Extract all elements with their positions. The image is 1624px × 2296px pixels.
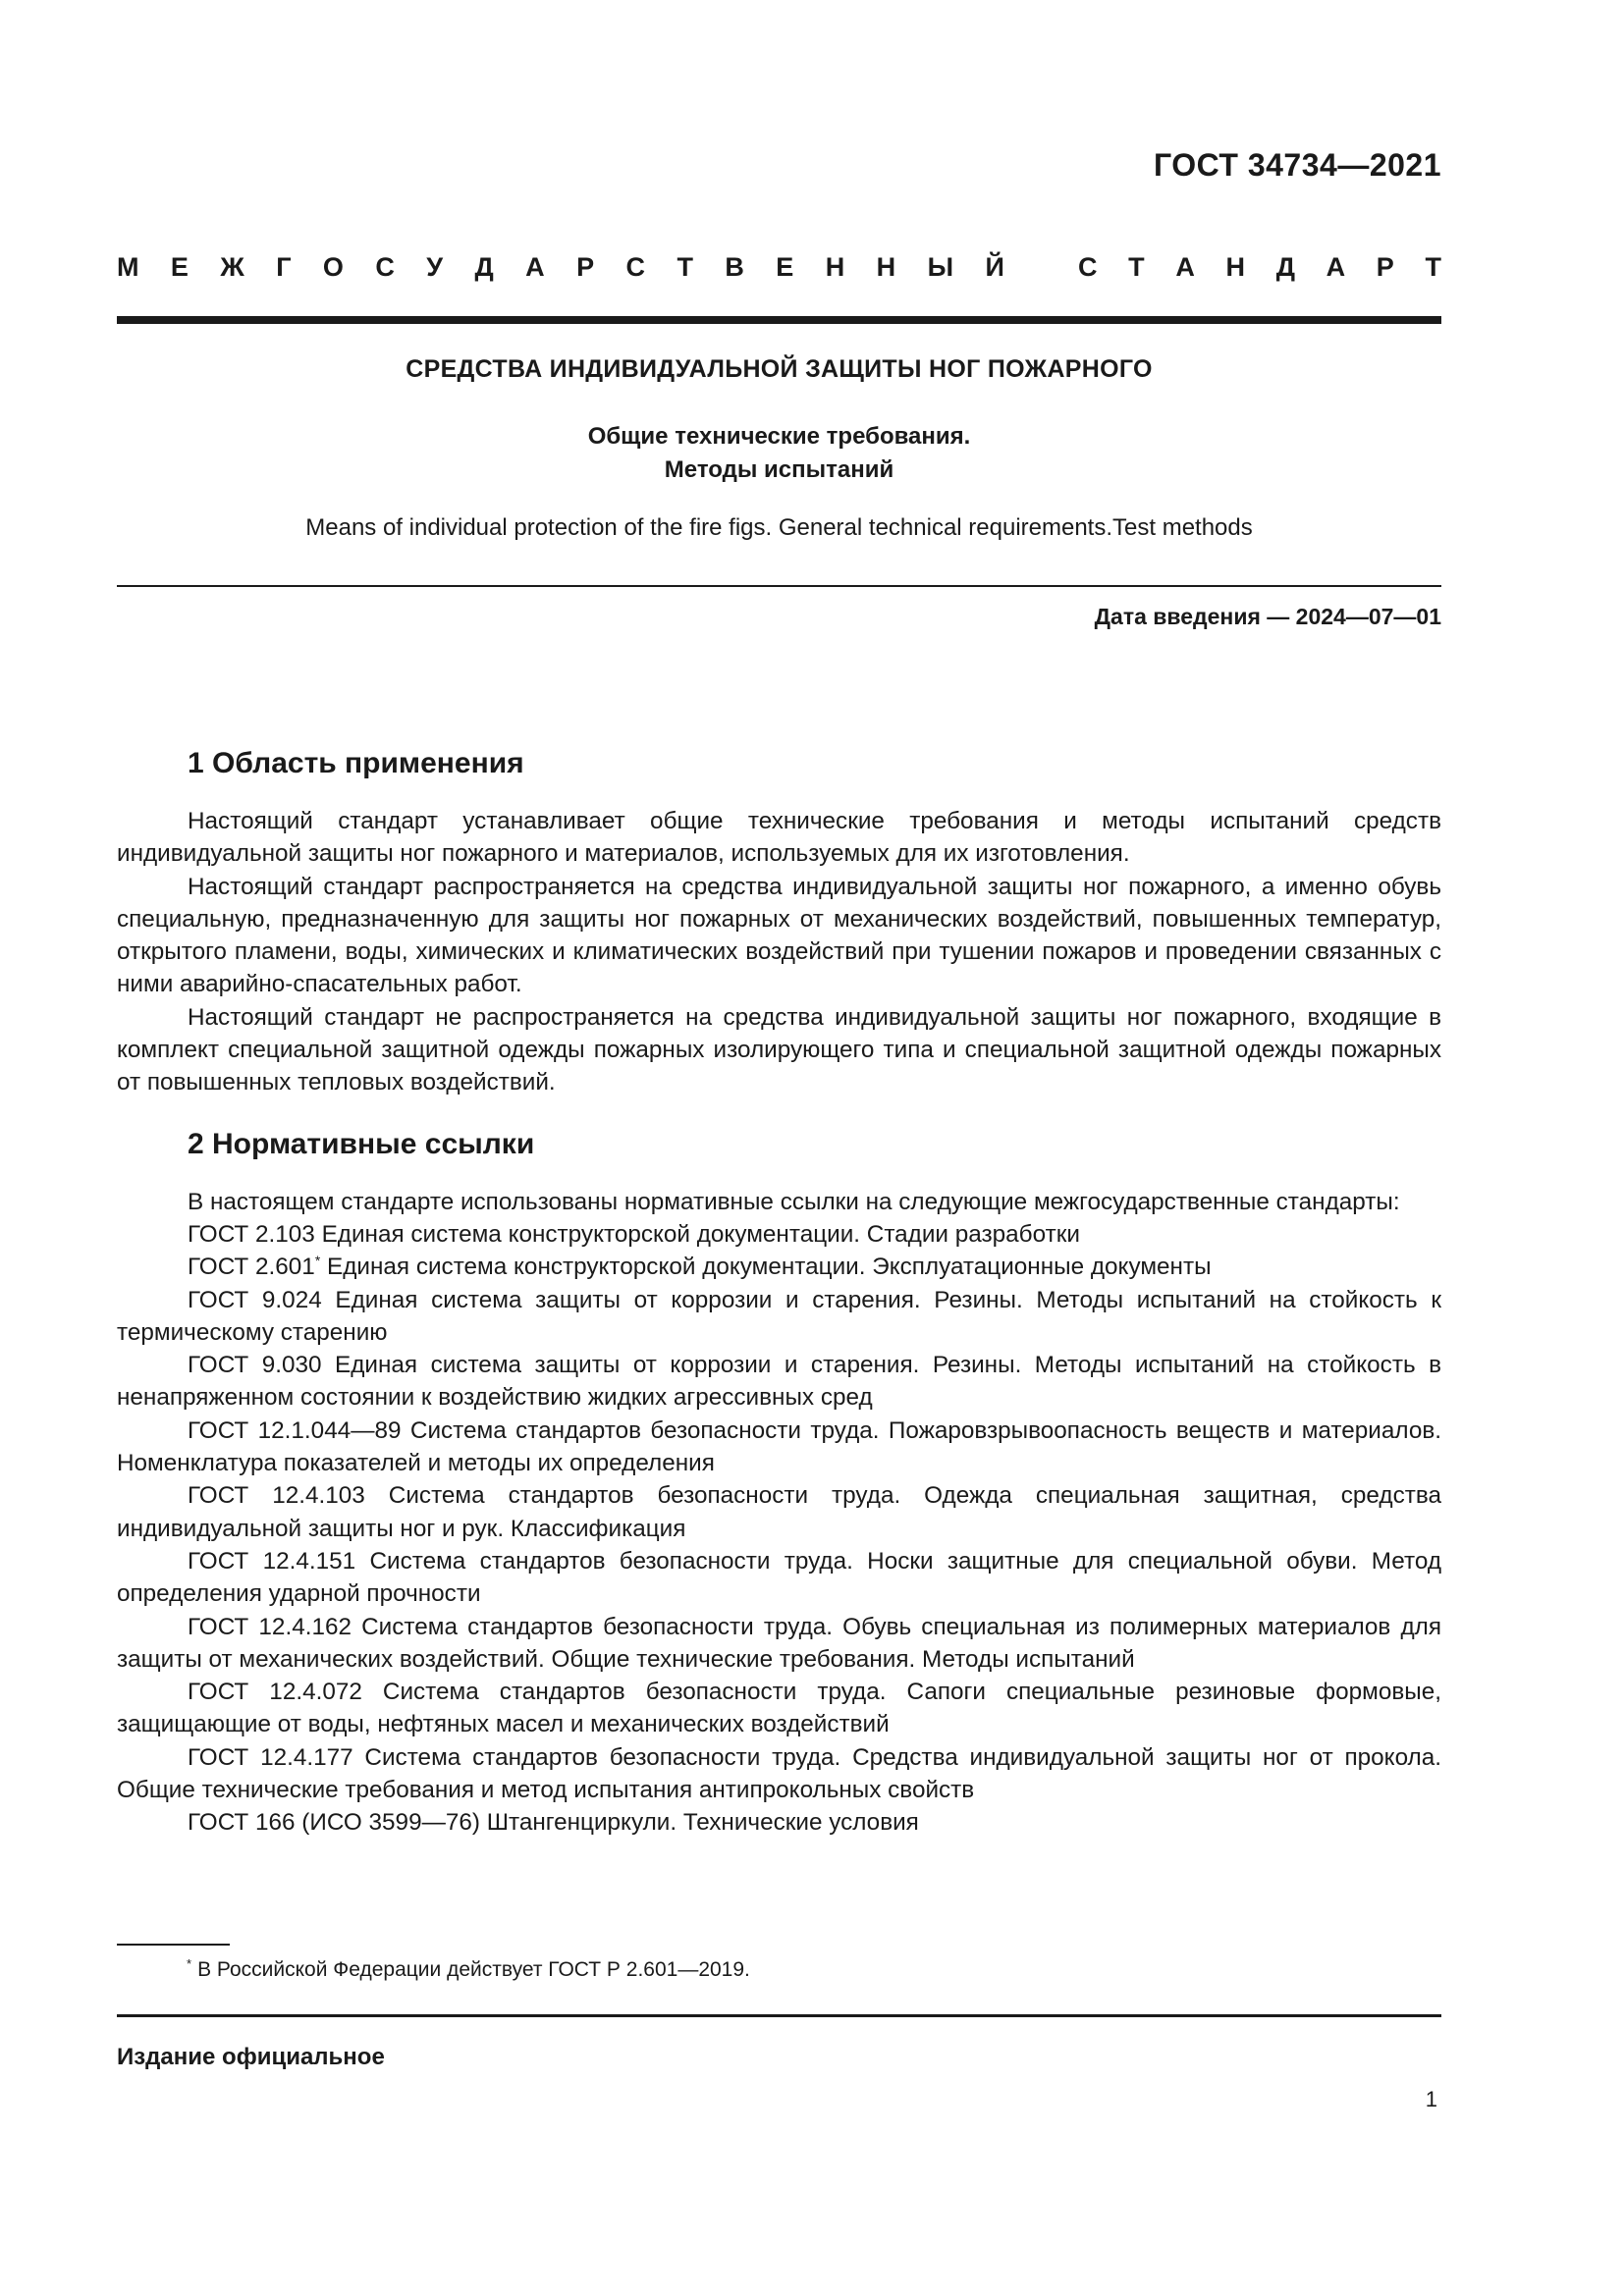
paragraph: Настоящий стандарт распространяется на средства индивидуальной защиты ног пожарного, а именно обувь специальную, предназначенную для защиты ног пожарных от механических воздействий, повышенных температур, открытого пламени, воды, химических и климатических воздействий при тушении пожаров и проведении связанных с ними аварийно-спасательных работ. bbox=[117, 873, 1441, 998]
introduction-date: Дата введения — 2024—07—01 bbox=[1094, 604, 1441, 629]
reference-code: ГОСТ 2.601 bbox=[188, 1254, 315, 1281]
reference-item bbox=[117, 1251, 1441, 1283]
interstate-standard-banner bbox=[117, 252, 1441, 283]
footnote-marker[interactable]: * bbox=[314, 1253, 321, 1269]
interstate-word-1: М Е Ж Г О С У Д А Р С Т В Е Н Н Ы Й bbox=[117, 252, 1004, 282]
footnote-text: В Российской Федерации действует ГОСТ Р 2.601—2019. bbox=[197, 1958, 750, 1981]
interstate-word-2: С Т А Н Д А Р Т bbox=[1078, 252, 1441, 282]
subtitle-line-2: Методы испытаний bbox=[664, 456, 894, 483]
paragraph: Настоящий стандарт устанавливает общие технические требования и методы испытаний средств индивидуальной защиты ног пожарного и материалов, используемых для их изготовления. bbox=[117, 808, 1441, 868]
official-edition-label: Издание официальное bbox=[117, 2044, 385, 2070]
document-body bbox=[117, 744, 1441, 1840]
reference-item: ГОСТ 9.030 Единая система защиты от коррозии и старения. Резины. Методы испытаний на стойкость в ненапряженном состоянии к воздействию жидких агрессивных сред bbox=[117, 1352, 1441, 1412]
page-number: 1 bbox=[1425, 2087, 1437, 2111]
footer-rule bbox=[117, 2014, 1441, 2017]
reference-item: ГОСТ 2.103 Единая система конструкторской документации. Стадии разработки bbox=[188, 1220, 1080, 1248]
section-heading-normative-references: 2 Нормативные ссылки bbox=[188, 1127, 535, 1160]
reference-item: ГОСТ 12.4.177 Система стандартов безопасности труда. Средства индивидуальной защиты ног от прокола. Общие технические требования и метод испытания антипрокольных свойств bbox=[117, 1743, 1441, 1804]
footnote-rule bbox=[117, 1944, 230, 1946]
footnote bbox=[187, 1958, 750, 1982]
paragraph: Настоящий стандарт не распространяется на средства индивидуальной защиты ног пожарного, входящие в комплект специальной защитной одежды пожарных изолирующего типа и специальной защитной одежды пожарных от повышенных тепловых воздействий. bbox=[117, 1003, 1441, 1096]
standard-number: ГОСТ 34734—2021 bbox=[1153, 147, 1441, 183]
section-heading-scope: 1 Область применения bbox=[188, 747, 524, 779]
title-divider bbox=[117, 585, 1441, 587]
english-title: Means of individual protection of the fire figs. General technical requirements.Test methods bbox=[305, 514, 1253, 541]
reference-text: Единая система конструкторской документации. Эксплуатационные документы bbox=[320, 1254, 1212, 1281]
subtitle-line-1: Общие технические требования. bbox=[587, 423, 971, 450]
header-thick-rule bbox=[117, 316, 1441, 324]
reference-item: ГОСТ 12.4.151 Система стандартов безопасности труда. Носки защитные для специальной обуви. Метод определения ударной прочности bbox=[117, 1547, 1441, 1608]
footnote-mark: * bbox=[187, 1956, 192, 1971]
reference-item: ГОСТ 12.4.072 Система стандартов безопасности труда. Сапоги специальные резиновые формовые, защищающие от воды, нефтяных масел и механических воздействий bbox=[117, 1679, 1441, 1738]
reference-item: ГОСТ 12.4.162 Система стандартов безопасности труда. Обувь специальная из полимерных материалов для защиты от механических воздействий. Общие технические требования. Методы испытаний bbox=[117, 1613, 1441, 1673]
document-title: СРЕДСТВА ИНДИВИДУАЛЬНОЙ ЗАЩИТЫ НОГ ПОЖАРНОГО bbox=[406, 355, 1153, 383]
reference-item: ГОСТ 12.1.044—89 Система стандартов безопасности труда. Пожаровзрывоопасность веществ и материалов. Номенклатура показателей и методы их определения bbox=[117, 1416, 1441, 1477]
reference-item: ГОСТ 12.4.103 Система стандартов безопасности труда. Одежда специальная защитная, средства индивидуальной защиты ног и рук. Классификация bbox=[117, 1482, 1441, 1542]
reference-item: ГОСТ 166 (ИСО 3599—76) Штангенциркули. Технические условия bbox=[188, 1809, 919, 1837]
reference-item: ГОСТ 9.024 Единая система защиты от коррозии и старения. Резины. Методы испытаний на стойкость к термическому старению bbox=[117, 1286, 1441, 1346]
document-subtitle bbox=[117, 420, 1441, 487]
paragraph: В настоящем стандарте использованы нормативные ссылки на следующие межгосударственные стандарты: bbox=[188, 1188, 1400, 1215]
